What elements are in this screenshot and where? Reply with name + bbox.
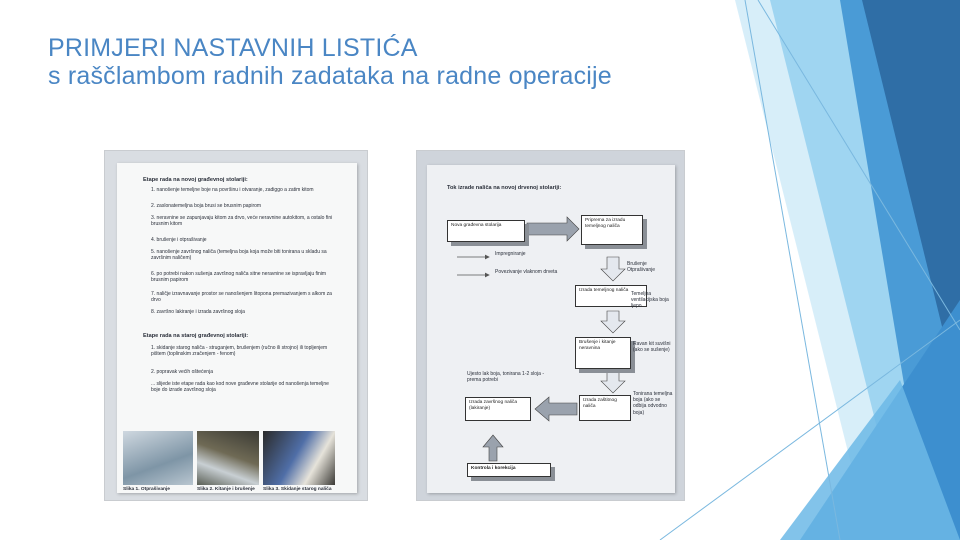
slide-title-line-1: PRIMJERI NASTAVNIH LISTIĆA (48, 34, 418, 62)
slide-title-line-2: s raščlambom radnih zadataka na radne operacije (48, 62, 612, 90)
arrow-kitting-to-intermediate (601, 371, 625, 393)
photo-paint-removal (263, 431, 335, 485)
sheet-heading-new: Etape rada na novoj građevnoj stolariji: (143, 177, 248, 183)
step-old-2: 2. popravak većih oštećenja (151, 369, 213, 375)
step-new-3: 3. neravnine se zapunjavaju kitom za drvo, veće neravnine autokitom, a ostalo fini brusnim kitom (151, 215, 333, 228)
worksheet-photo-left (105, 151, 367, 500)
step-new-7: 7. naličje izravnavanje prostor se nanošenjem litopona premazivanjem s alkom za drvo (151, 291, 332, 304)
box-new-carpentry: Nova građevna stolarija (447, 220, 525, 242)
photo-sanding (197, 431, 259, 485)
worksheet-page-left (117, 163, 357, 493)
step-new-1: 1. nanošenje temeljne boje na površinu i otvaranje, zadiggo a zatim kitom (151, 187, 314, 193)
worksheet-photo-right (417, 151, 684, 500)
arrow-intermediate-to-final (535, 397, 577, 421)
box-sanding-kitting: Brušenje i kitanje neravnina (575, 337, 631, 369)
arrow-prep-to-primer (601, 257, 625, 281)
label-impregnation: Impregniranje (495, 251, 526, 257)
slide-title (48, 34, 808, 90)
note-tinted: Tonirana temeljna boja (ako se odbija odvodno boja) (633, 391, 673, 416)
flow-heading: Tok izrade naliča na novoj drvenoj stolariji: (447, 185, 562, 191)
note-kit: Ravan kit suvišni (ako se sušenje) (633, 341, 671, 354)
step-new-4: 4. brušenje i otprašivanje (151, 237, 207, 243)
step-new-2: 2. zaslonatemeljna boja brusi se brusnim papirom (151, 203, 262, 209)
step-new-6: 6. po potrebi nakon sušenja završnog naliča sitne neravnine se ispravljaju finim brusnim papirom (151, 271, 327, 284)
photo-dusting (123, 431, 193, 485)
arrow-new-to-prep (527, 217, 579, 241)
box-primer-coat: Izrada temeljnog naliča (575, 285, 647, 307)
caption-3: Slika 3. Skidanje starog naliča (263, 487, 332, 492)
worksheet-page-right (427, 165, 675, 493)
box-protective-coat: Izrada zaštitnog naliča (579, 395, 631, 421)
sheet-heading-old: Etape rada na staroj građevnoj stolariji: (143, 333, 249, 339)
note-lacquer-layers: Ujesto lak boja, tonirana 1-2 sloja - prema potrebi (467, 371, 544, 384)
note-sanding: Brušenje Otprašivanje (627, 261, 656, 274)
note-primer: Temeljna ventilacijska boja ljepo (631, 291, 669, 310)
box-control: Kontrola i korekcija (467, 463, 551, 477)
step-old-3: ... slijede iste etape rada kao kod nove građevne stolarije od nanošenja temeljne boje do izrade završnog sloja (151, 381, 329, 394)
step-new-8: 8. završno lakiranje i izrada završnog sloja (151, 309, 245, 315)
label-fiber: Povezivanje vlaknom drveta (495, 269, 558, 275)
arrow-control-up (483, 435, 503, 461)
box-preparation: Priprema za izradu temeljnog naliča (581, 215, 643, 245)
step-old-1: 1. skidanje starog naliča - struganjem, brušenjem (ručno ili strojno) ili topljenjem pištem (toplinskim zračenjem - fenom) (151, 345, 328, 358)
step-new-5: 5. nanošenje završnog naliča (temeljna boja koja može biti tonirana u skladu sa završnim naličem) (151, 249, 327, 262)
caption-1: Slika 1. Otprašivanje (123, 487, 170, 492)
caption-2: Slika 2. Kitanje i brušenje (197, 487, 255, 492)
box-final-coat: Izrada završnog naliča (lakiranje) (465, 397, 531, 421)
arrow-primer-to-kitting (601, 311, 625, 333)
